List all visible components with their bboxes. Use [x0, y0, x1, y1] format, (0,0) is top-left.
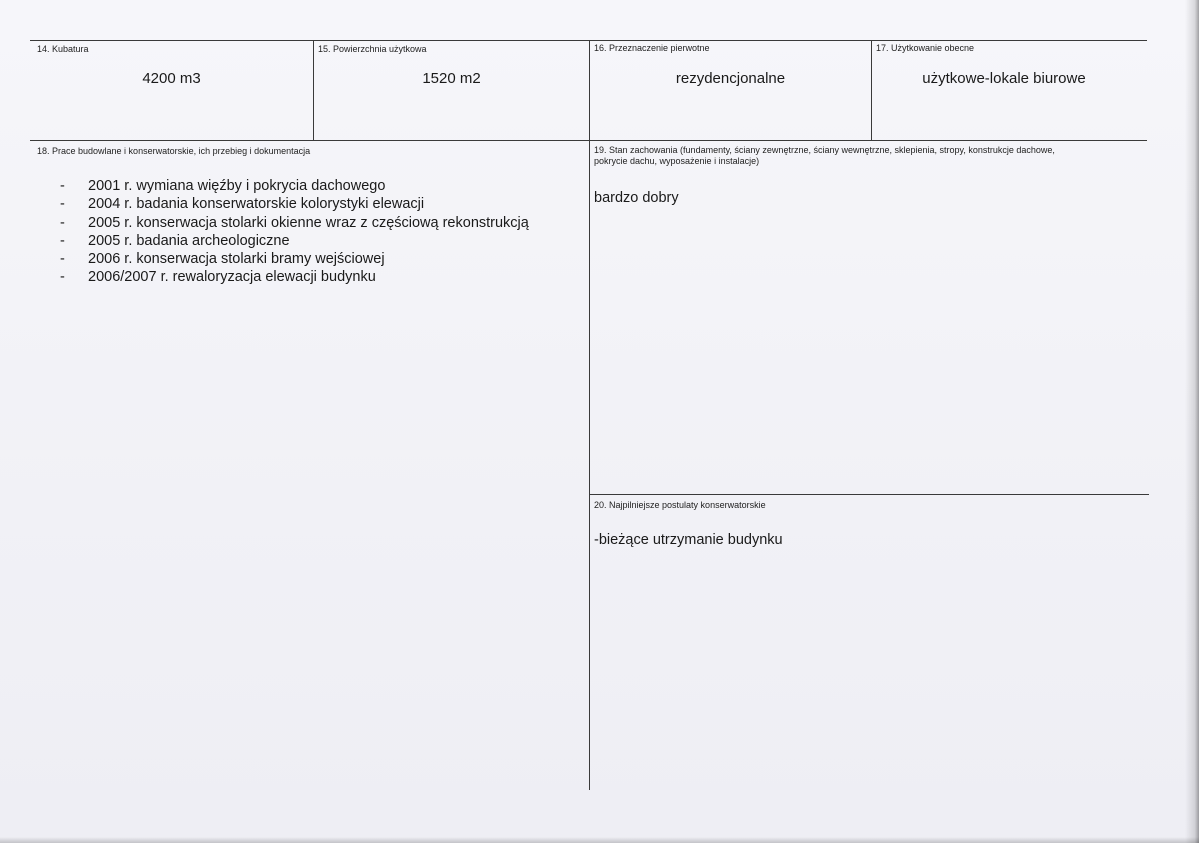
- bullet-dash: -: [60, 196, 65, 213]
- list-item-text: 2005 r. badania archeologiczne: [88, 232, 290, 249]
- przeznaczenie-value: rezydencjonalne: [675, 70, 786, 87]
- prace-label: 18. Prace budowlane i konserwatorskie, ich przebieg i dokumentacja: [37, 146, 311, 156]
- list-item-text: 2004 r. badania konserwatorskie kolorystyki elewacji: [88, 196, 425, 213]
- list-item: [60, 250, 529, 268]
- list-item: [60, 268, 529, 286]
- uzytkowanie-label: 17. Użytkowanie obecne: [876, 43, 975, 53]
- kubatura-value: 4200 m3: [142, 70, 201, 87]
- kubatura-label: 14. Kubatura: [37, 44, 89, 54]
- list-item: [60, 214, 529, 232]
- bullet-dash: -: [60, 269, 65, 286]
- scan-shadow-bottom: [0, 837, 1199, 843]
- list-item-text: 2005 r. konserwacja stolarki okienne wraz z częściową rekonstrukcją: [88, 214, 529, 231]
- przeznaczenie-label: 16. Przeznaczenie pierwotne: [594, 43, 710, 53]
- list-item: [60, 232, 529, 250]
- stan-label: 19. Stan zachowania (fundamenty, ściany zewnętrzne, ściany wewnętrzne, sklepienia, stropy, konstrukcje dachowe, pokrycie dachu, wyposażenie i instalacje): [594, 145, 1055, 166]
- bullet-dash: -: [60, 214, 65, 231]
- stan-value: bardzo dobry: [594, 190, 679, 206]
- bullet-dash: -: [60, 251, 65, 268]
- postulaty-value: -bieżące utrzymanie budynku: [594, 532, 783, 548]
- powierzchnia-value: 1520 m2: [422, 70, 481, 87]
- col-divider-2: [589, 40, 590, 790]
- scan-shadow-right: [1185, 0, 1199, 843]
- list-item-text: 2006/2007 r. rewaloryzacja elewacji budynku: [88, 269, 376, 286]
- postulaty-label: 20. Najpilniejsze postulaty konserwatorskie: [594, 500, 766, 510]
- bullet-dash: -: [60, 178, 65, 194]
- col-divider-1: [313, 40, 314, 141]
- list-item: [60, 177, 529, 195]
- list-item-text: 2006 r. konserwacja stolarki bramy wejściowej: [88, 251, 385, 268]
- bullet-dash: -: [60, 232, 65, 249]
- powierzchnia-label: 15. Powierzchnia użytkowa: [318, 44, 427, 54]
- row-divider-2: [589, 494, 1149, 495]
- list-item-text: 2001 r. wymiana więźby i pokrycia dachowego: [88, 178, 386, 194]
- list-item: [60, 195, 529, 213]
- uzytkowanie-value: użytkowe-lokale biurowe: [922, 70, 1086, 87]
- col-divider-3: [871, 40, 872, 141]
- prace-list: [60, 177, 529, 287]
